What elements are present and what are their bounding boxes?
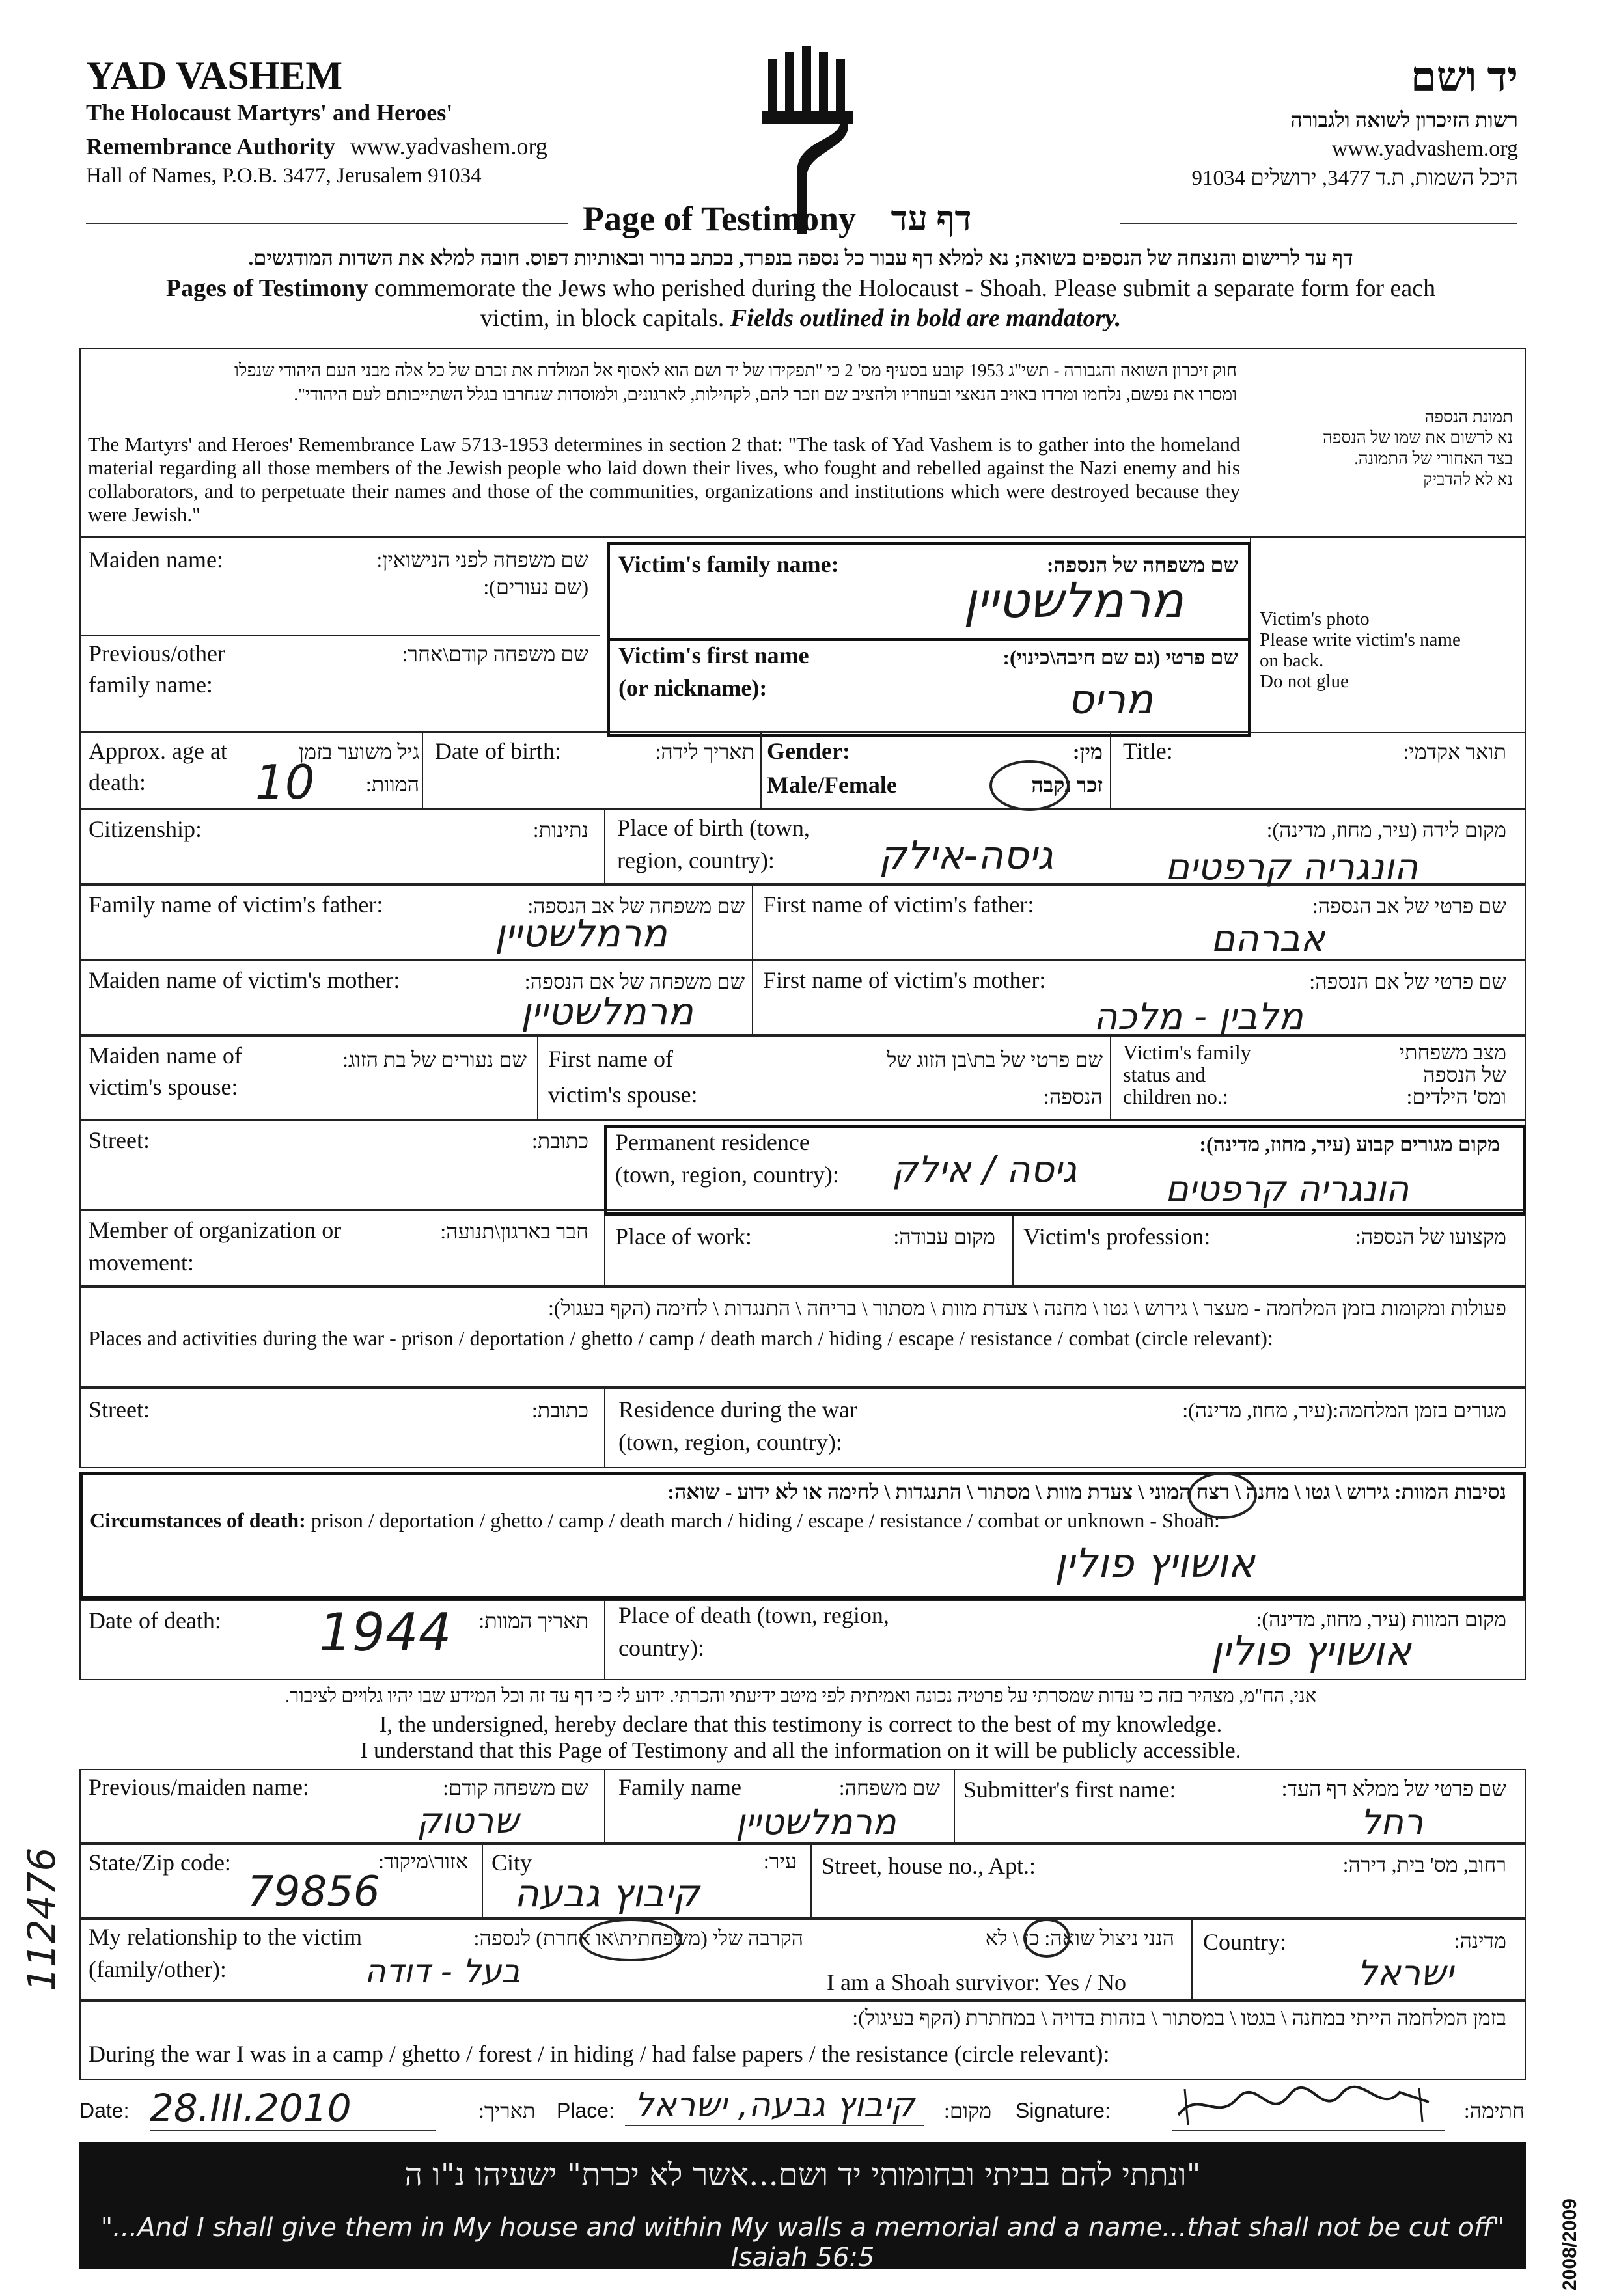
org-subtitle-1: The Holocaust Martyrs' and Heroes' <box>86 100 453 126</box>
work-divider <box>1012 1216 1014 1287</box>
submitter-family-label: Family name <box>618 1774 741 1800</box>
spouse-divider-2 <box>1110 1035 1111 1120</box>
circumstances-value[interactable]: אושויץ פולין <box>1055 1539 1255 1587</box>
first-name-value[interactable]: מריס <box>1068 676 1154 723</box>
circumstances-en-options: prison / deportation / ghetto / camp / death march / hiding / escape / resistance / combat or unknown - Shoah: <box>305 1509 1220 1532</box>
residence-value-town[interactable]: גיסה / אילק <box>892 1149 1077 1191</box>
declaration-he: אני, הח"מ, מצהיר בזה כי עדות שמסרתי על פרטיה נכונה ואמיתית לפי מיטב ידיעתי והכרתי. ידוע לי כי דף עד זה וכל המידע שבו יהיו גלויים לציבור. <box>284 1686 1317 1706</box>
mother-first-label: First name of victim's mother: <box>763 967 1046 993</box>
age-value[interactable]: 10 <box>255 755 315 810</box>
first-name-label-2: (or nickname): <box>618 675 767 701</box>
submitter-previous-value[interactable]: שרטוק <box>417 1800 519 1841</box>
pob-value-town[interactable]: גיסה-אילק <box>879 833 1054 879</box>
work-label-he: מקום עבודה: <box>893 1225 995 1248</box>
submitter-first-label-he: שם פרטי של ממלא דף העד: <box>1281 1777 1506 1800</box>
title-label-he: תואר אקדמי: <box>1403 740 1506 763</box>
survivor-yes-circle[interactable] <box>1023 1919 1070 1958</box>
first-name-label-he: שם פרטי (גם שם חיבה\כינוי): <box>1002 646 1238 669</box>
submitter-divider-2 <box>954 1769 955 1844</box>
margin-number: 112476 <box>20 1847 64 1991</box>
title-label: Title: <box>1123 738 1173 764</box>
father-family-value[interactable]: מרמלשטיין <box>495 911 667 955</box>
quote-banner-en: "...And I shall give them in My house and within My walls a memorial and a name...that shall not be cut off" Isaiah 56:5 <box>100 2213 1505 2273</box>
date-label: Date: <box>79 2099 130 2122</box>
family-status-label-1: Victim's family <box>1123 1041 1251 1064</box>
war-activities-en: Places and activities during the war - prison / deportation / ghetto / camp / death march / hiding / escape / resistance / combat (circle relevant): <box>89 1326 1273 1350</box>
family-name-value[interactable]: מרמלשטיין <box>963 573 1184 629</box>
death-date-value[interactable]: 1944 <box>319 1602 452 1663</box>
law-text-en: The Martyrs' and Heroes' Remembrance Law 5713-1953 determines in section 2 that: "The task of Yad Vashem is to gather into the homeland material regarding all those members of the Jewish people who laid down their lives, who fought and rebelled against the Nazi enemy and his collaborators, and to perpetuate their names and those of the communities, organizations and institutions which were destroyed because they were Jewish." <box>88 433 1240 526</box>
family-status-label-he-1: מצב משפחתי <box>1399 1041 1506 1064</box>
street-house-label-he: רחוב, מס' בית, דירה: <box>1342 1853 1506 1876</box>
title-rule-left <box>86 223 568 224</box>
country-label: Country: <box>1203 1929 1287 1955</box>
family-status-label-2: status and <box>1123 1063 1206 1086</box>
maiden-name-label: Maiden name: <box>89 547 223 573</box>
photo-he-4: נא לא להדביק <box>1423 470 1513 489</box>
row-spouse <box>79 1035 1526 1120</box>
submitter-war-he: בזמן המלחמה הייתי במחנה \ בגטו \ במסתור \ בזהות בדויה \ במחתרת (הקף בעיגול): <box>852 2006 1506 2029</box>
profession-label: Victim's profession: <box>1023 1223 1211 1250</box>
org-address: Hall of Names, P.O.B. 3477, Jerusalem 91034 <box>86 164 482 187</box>
date-value[interactable]: 28.III.2010 <box>150 2086 436 2131</box>
age-label-he-2: המוות: <box>365 772 419 796</box>
photo-en-3: on back. <box>1260 650 1324 671</box>
gender-label-2: Male/Female <box>767 772 897 798</box>
submitter-family-value[interactable]: מרמלשטיין <box>736 1801 896 1842</box>
instructions-en-line2: victim, in block capitals. <box>480 305 725 332</box>
dob-label-he: תאריך לידה: <box>655 740 754 763</box>
father-first-label-he: שם פרטי של אב הנספה: <box>1312 894 1506 918</box>
pob-label-1: Place of birth (town, <box>617 815 810 841</box>
relationship-label-2: (family/other): <box>89 1956 227 1982</box>
org-title: YAD VASHEM <box>86 54 343 97</box>
mother-maiden-label: Maiden name of victim's mother: <box>89 967 400 993</box>
pob-label-he: מקום לידה (עיר, מחוז, מדינה): <box>1266 818 1506 841</box>
dob-label: Date of birth: <box>435 738 561 764</box>
spouse-first-label-he-1: שם פרטי של בת\בן הזוג של <box>887 1048 1103 1071</box>
family-name-label: Victim's family name: <box>618 551 839 577</box>
place-label-he: מקום: <box>944 2099 992 2122</box>
city-label-he: עיר: <box>763 1850 797 1873</box>
mother-maiden-label-he: שם משפחה של אם הנספה: <box>524 970 745 993</box>
war-residence-label-1: Residence during the war <box>618 1397 857 1423</box>
organization-label-1: Member of organization or <box>89 1217 342 1243</box>
circumstances-he: נסיבות המוות: גירוש \ גטו \ מחנה \ רצח המוני \ צעדת מוות \ מסתור \ התנגדות \ לחימה או לא ידוע - שואה: <box>667 1480 1506 1503</box>
pob-value-region[interactable]: הונגריה קרפטים <box>1165 846 1418 888</box>
city-value[interactable]: קיבוץ גבעה <box>514 1871 700 1915</box>
place-value[interactable]: קיבוץ גבעה, ישראל <box>625 2086 924 2126</box>
photo-instructions-he <box>1323 407 1513 490</box>
form-title <box>583 198 972 239</box>
circumstances-en <box>90 1507 1220 1533</box>
submitter-family-label-he: שם משפחה: <box>838 1776 940 1799</box>
quote-banner-he: "ונתתי להם בביתי ובחומותי יד ושם...אשר לא יכרת" ישעיהו נ"ו ה <box>404 2157 1201 2193</box>
submitter-previous-label: Previous/maiden name: <box>89 1774 309 1800</box>
death-place-value[interactable]: אושויץ פולין <box>1211 1627 1411 1674</box>
maiden-name-label-he2: (שם נעורים): <box>483 575 588 599</box>
mother-first-value[interactable]: מלבין - מלכה <box>1094 996 1303 1038</box>
zip-value[interactable]: 79856 <box>247 1868 380 1916</box>
instructions-he: דף עד לרישום והנצחה של הנספים בשואה; נא למלא דף עבור כל נספה בנפרד, בכתב ברור ובאותיות דפוס. חובה למלא את השדות המודגשים. <box>248 246 1353 269</box>
spouse-divider-1 <box>537 1035 538 1120</box>
signature-label-he: חתימה: <box>1463 2099 1525 2122</box>
relationship-family-circle[interactable] <box>579 1919 682 1961</box>
residence-label-he: מקום מגורים קבוע (עיר, מחוז, מדינה): <box>1199 1132 1500 1156</box>
photo-frame <box>1251 537 1526 732</box>
family-status-label <box>1123 1041 1251 1108</box>
death-place-label-1: Place of death (town, region, <box>618 1602 889 1628</box>
war-residence-divider <box>604 1387 605 1468</box>
zip-label-he: אזור\מיקוד: <box>378 1850 468 1873</box>
survivor-label: I am a Shoah survivor: Yes / No <box>827 1969 1126 1995</box>
law-text-he-2: ומסרו את נפשם, נלחמו ומרדו באויב הנאצי ובעוזריו ולהציב שם וזכר להם, לקהילות, לארגונים, ולמוסדות שנחרבו בגלל השתייכותם לעם היהודי". <box>294 385 1237 404</box>
circumstances-en-label: Circumstances of death: <box>90 1509 306 1532</box>
submitter-previous-label-he: שם משפחה קודם: <box>443 1776 588 1799</box>
relationship-value[interactable]: בעל - דודה <box>365 1952 521 1990</box>
country-label-he: מדינה: <box>1454 1929 1506 1952</box>
relationship-divider <box>1191 1919 1193 2001</box>
residence-label-2: (town, region, country): <box>615 1162 839 1188</box>
address-divider-1 <box>482 1844 483 1919</box>
family-status-label-3: children no.: <box>1123 1085 1228 1108</box>
death-date-label: Date of death: <box>89 1607 221 1633</box>
war-activities-he: פעולות ומקומות בזמן המלחמה - מעצר \ גירוש \ גטו \ מחנה \ צעדת מוות \ מסתור \ בריחה \ התנגדות \ לחימה (הקף בעגול): <box>548 1296 1506 1320</box>
citizenship-label-he: נתינות: <box>532 818 588 841</box>
signature-label-text: Signature: <box>1016 2099 1111 2122</box>
form-title-en: Page of Testimony <box>583 199 857 238</box>
form-title-he: דף עד <box>891 199 972 238</box>
family-status-label-he <box>1400 1041 1506 1108</box>
age-label-1: Approx. age at <box>89 738 227 764</box>
spouse-first-label-he-2: הנספה: <box>1043 1085 1103 1108</box>
family-status-label-he-2: של הנספה <box>1423 1063 1506 1086</box>
signature-label <box>1016 2099 1111 2123</box>
signature-mark[interactable] <box>1172 2076 1445 2135</box>
previous-name-label-he: שם משפחה קודם\אחר: <box>402 642 588 666</box>
citizenship-label: Citizenship: <box>89 816 202 842</box>
gender-label-he-2: זכר נקבה <box>1031 773 1103 797</box>
mother-first-label-he: שם פרטי של אם הנספה: <box>1309 970 1506 993</box>
he-org-url: www.yadvashem.org <box>1331 137 1518 161</box>
age-label-2: death: <box>89 769 146 795</box>
photo-he-3: בצד האחורי של התמונה. <box>1354 449 1513 468</box>
war-street-label-he: כתובת: <box>531 1399 588 1422</box>
photo-en-1: Victim's photo <box>1260 608 1370 629</box>
org-url: www.yadvashem.org <box>350 133 547 159</box>
father-family-label: Family name of victim's father: <box>89 892 383 918</box>
relationship-label-he: הקרבה שלי (משפחתית\או אחרת) לנספה: <box>473 1926 803 1950</box>
he-org-subtitle: רשות הזיכרון לשואה ולגבורה <box>1290 108 1518 131</box>
divider-name-rows <box>79 635 600 636</box>
work-label: Place of work: <box>615 1223 752 1250</box>
death-date-label-he: תאריך המוות: <box>478 1609 588 1632</box>
spouse-maiden-label-he: שם נעורים של בת הזוג: <box>342 1048 527 1071</box>
first-name-label-1: Victim's first name <box>618 642 809 668</box>
father-family-label-he: שם משפחה של אב הנספה: <box>527 894 745 918</box>
instructions-en <box>85 273 1517 333</box>
death-place-label-2: country): <box>618 1635 704 1661</box>
maiden-name-label-he: שם משפחה לפני הנישואין: <box>376 548 588 571</box>
gender-label-1: Gender: <box>767 738 850 764</box>
mother-maiden-value[interactable]: מרמלשטיין <box>521 989 693 1033</box>
organization-label-2: movement: <box>89 1250 194 1276</box>
relationship-label-1: My relationship to the victim <box>89 1924 362 1950</box>
profession-label-he: מקצועו של הנספה: <box>1355 1225 1506 1248</box>
father-first-label: First name of victim's father: <box>763 892 1034 918</box>
street-label: Street: <box>89 1127 150 1153</box>
form-version-code: 2008/2009 <box>1559 2198 1581 2291</box>
street-label-he: כתובת: <box>531 1129 588 1153</box>
death-place-label-he: מקום המוות (עיר, מחוז, מדינה): <box>1256 1607 1506 1631</box>
org-divider <box>604 1216 605 1287</box>
he-org-title: יד ושם <box>1410 54 1518 100</box>
father-first-value[interactable]: אברהם <box>1211 918 1325 960</box>
gender-label-he-1: מין: <box>1072 740 1103 763</box>
organization-label-he: חבר בארגון\תנועה: <box>440 1220 588 1243</box>
gender-divider <box>1110 732 1111 809</box>
country-value[interactable]: ישראל <box>1357 1952 1454 1993</box>
instructions-en-line1: commemorate the Jews who perished during the Holocaust - Shoah. Please submit a separate form for each <box>368 275 1436 302</box>
age-label-he-1: גיל משוער בזמן <box>298 740 419 763</box>
declaration-en-2: I understand that this Page of Testimony and all the information on it will be publicly accessible. <box>360 1738 1241 1763</box>
age-divider <box>422 732 423 809</box>
dob-divider <box>760 732 762 809</box>
family-name-label-he: שם משפחה של הנספה: <box>1046 553 1238 577</box>
instructions-en-bold: Pages of Testimony <box>165 275 368 302</box>
submitter-war-en: During the war I was in a camp / ghetto / forest / in hiding / had false papers / the resistance (circle relevant): <box>89 2041 1110 2067</box>
cit-divider <box>604 809 605 884</box>
declaration-en-1: I, the undersigned, hereby declare that this testimony is correct to the best of my knowledge. <box>379 1712 1223 1737</box>
place-label: Place: <box>557 2099 615 2122</box>
family-status-label-he-3: ומס' הילדים: <box>1406 1085 1506 1108</box>
city-label: City <box>491 1850 532 1876</box>
photo-he-2: נא לרשום את שמו של הנספה <box>1322 428 1513 447</box>
title-rule-right <box>1120 223 1517 224</box>
spouse-maiden-label-2: victim's spouse: <box>89 1074 238 1100</box>
residence-value-region[interactable]: הונגריה קרפטים <box>1165 1168 1409 1209</box>
spouse-first-label-1: First name of <box>548 1046 673 1072</box>
he-org-address: היכל השמות, ת.ד 3477, ירושלים 91034 <box>1191 167 1518 190</box>
previous-name-label-2: family name: <box>89 672 213 698</box>
pob-label-2: region, country): <box>617 847 775 873</box>
war-residence-label-he: מגורים בזמן המלחמה:(עיר, מחוז, מדינה): <box>1182 1399 1506 1422</box>
org-subtitle-2-row <box>86 133 547 160</box>
street-house-label: Street, house no., Apt.: <box>822 1853 1036 1879</box>
gender-female-circle[interactable] <box>989 760 1070 811</box>
org-subtitle-2: Remembrance Authority <box>86 133 335 159</box>
instructions-en-mandatory: Fields outlined in bold are mandatory. <box>724 305 1122 332</box>
death-divider <box>604 1600 605 1680</box>
war-residence-label-2: (town, region, country): <box>618 1429 842 1455</box>
quote-banner <box>79 2142 1526 2273</box>
photo-en-2: Please write victim's name <box>1260 629 1461 650</box>
war-street-label: Street: <box>89 1397 150 1423</box>
date-label-he: תאריך: <box>478 2099 536 2122</box>
address-divider-2 <box>810 1844 812 1919</box>
spouse-first-label-2: victim's spouse: <box>548 1082 698 1108</box>
circumstances-camp-circle[interactable] <box>1188 1472 1257 1519</box>
law-text-he-1: חוק זיכרון השואה והגבורה - תשי"ג 1953 קובע בסעיף מס' 2 כי "תפקידו של יד ושם הוא לאסוף אל המולדת את זכרם של כל אלה מבני העם היהודי שנפלו <box>234 361 1237 380</box>
residence-label-1: Permanent residence <box>615 1129 810 1155</box>
submitter-divider-1 <box>604 1769 605 1844</box>
submitter-first-label: Submitter's first name: <box>963 1777 1176 1803</box>
spouse-maiden-label-1: Maiden name of <box>89 1043 242 1069</box>
submitter-first-value[interactable]: רחל <box>1361 1801 1424 1842</box>
survivor-label-he: הנני ניצול שואה: כן \ לא <box>985 1926 1174 1950</box>
photo-en-4: Do not glue <box>1260 671 1349 692</box>
previous-name-label-1: Previous/other <box>89 640 225 666</box>
zip-label: State/Zip code: <box>89 1850 231 1876</box>
photo-he-1: תמונת הנספה <box>1424 407 1513 426</box>
